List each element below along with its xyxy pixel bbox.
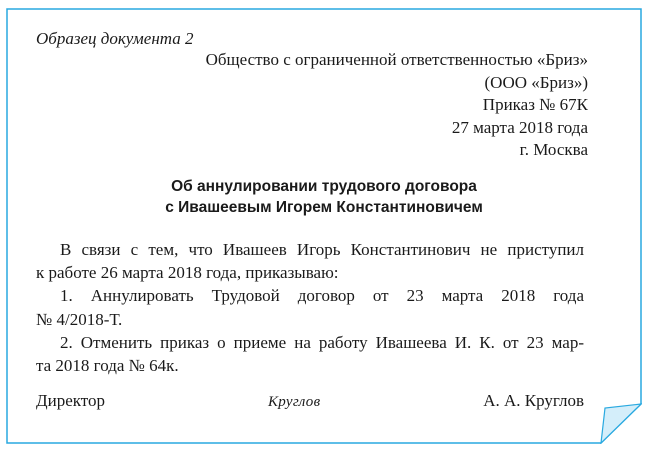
signer-name: А. А. Круглов bbox=[483, 391, 584, 410]
order-number: Приказ № 67К bbox=[482, 95, 588, 114]
document-sheet bbox=[6, 8, 642, 444]
item-1-line-2: № 4/2018-Т. bbox=[36, 309, 123, 329]
order-city: г. Москва bbox=[519, 140, 588, 159]
item-2-line-1: 2. Отменить приказ о приеме на работу Ивашеева И. К. от 23 мар- bbox=[60, 332, 584, 352]
title-line-1: Об аннулировании трудового договора bbox=[171, 178, 477, 195]
intro-line-1: В связи с тем, что Ивашеев Игорь Константинович не приступил bbox=[60, 240, 584, 259]
document-body bbox=[36, 238, 584, 377]
organization-full-name: Общество с ограниченной ответственностью «Бриз» bbox=[205, 50, 588, 69]
intro-line-2: к работе 26 марта 2018 года, приказываю: bbox=[36, 263, 339, 283]
signer-position: Директор bbox=[36, 391, 105, 410]
handwritten-signature: Круглов bbox=[268, 394, 321, 410]
document-header bbox=[206, 49, 588, 162]
item-1-line-1: 1. Аннулировать Трудовой договор от 23 марта 2018 года bbox=[60, 286, 584, 306]
folded-corner-icon bbox=[601, 404, 641, 443]
document-title bbox=[6, 176, 642, 218]
organization-short-name: (ООО «Бриз») bbox=[484, 72, 588, 92]
order-date: 27 марта 2018 года bbox=[451, 117, 588, 137]
sample-label: Образец документа 2 bbox=[36, 29, 194, 48]
item-2-line-2: та 2018 года № 64к. bbox=[36, 356, 179, 376]
title-line-2: с Ивашеевым Игорем Константиновичем bbox=[165, 199, 483, 216]
